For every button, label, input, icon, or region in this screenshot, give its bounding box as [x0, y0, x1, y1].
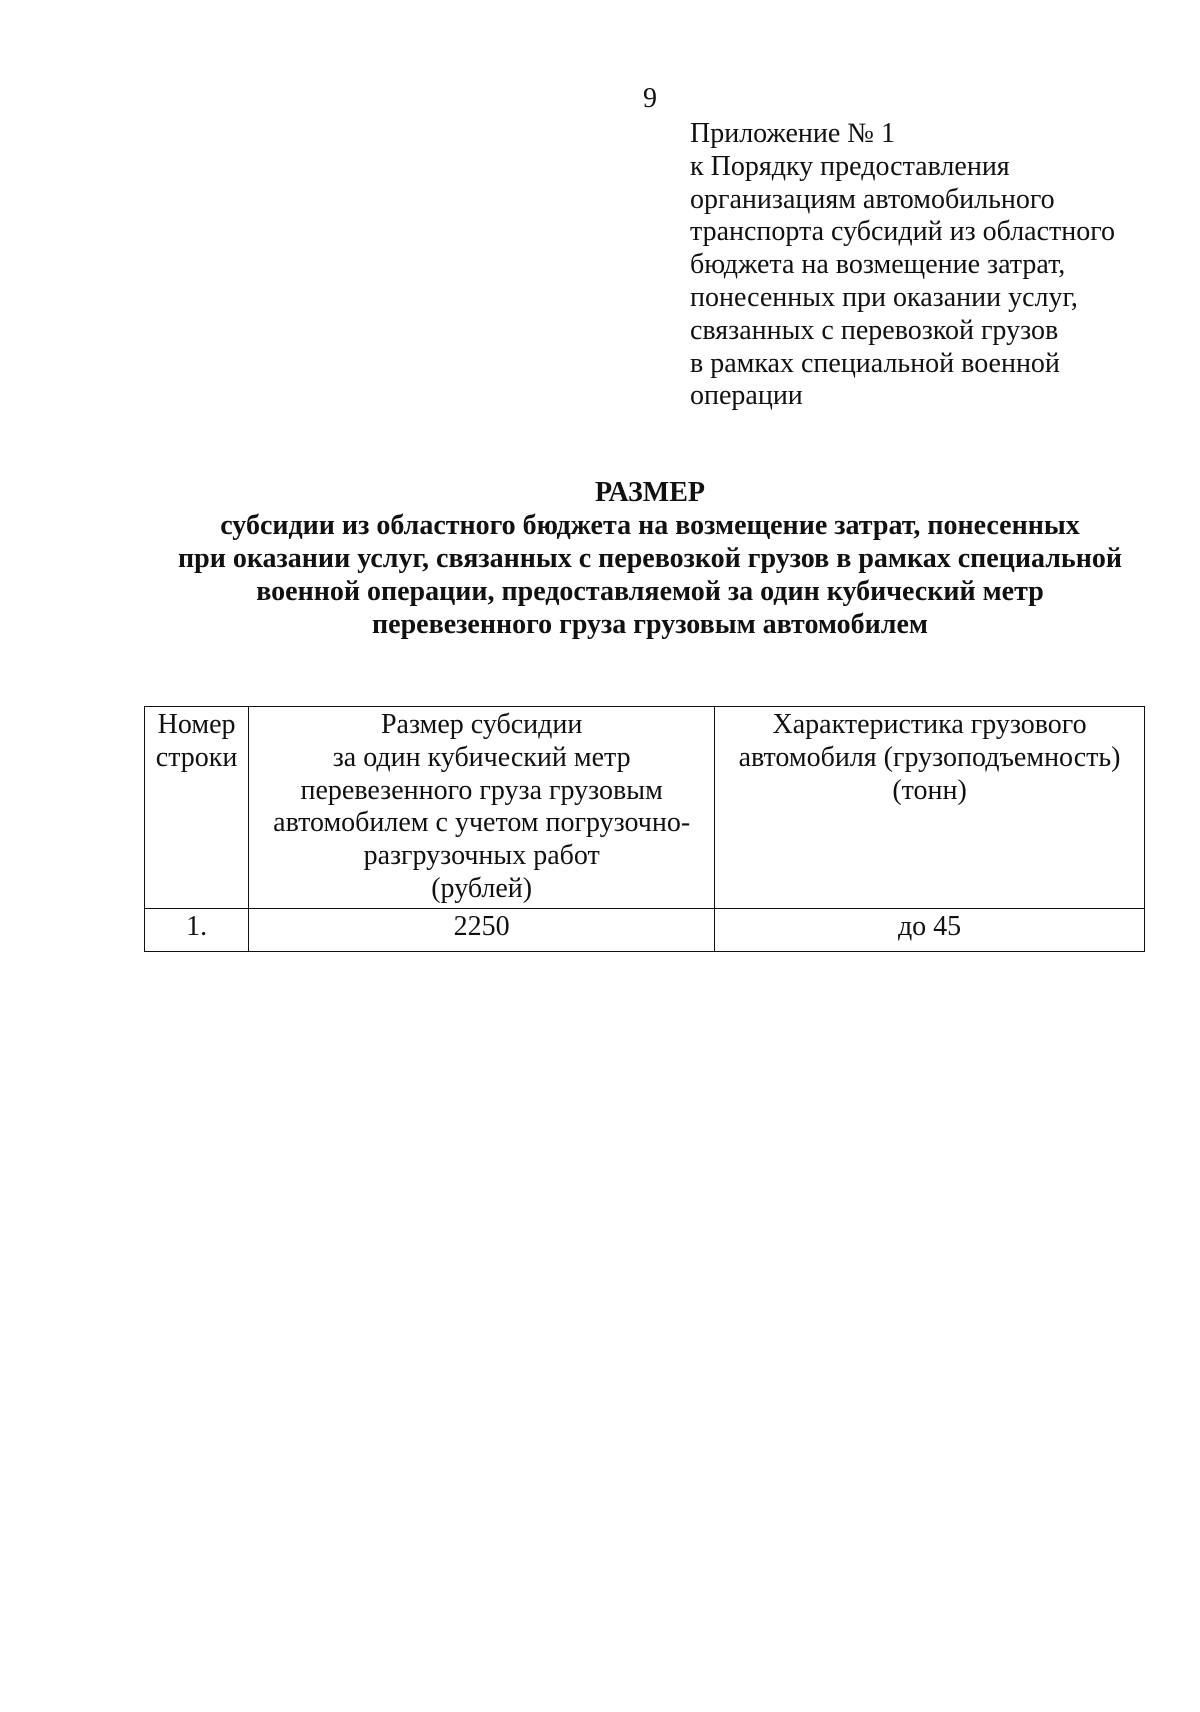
cell-truck-characteristic: до 45	[715, 908, 1145, 951]
header-subsidy-amount	[249, 707, 715, 909]
appendix-line: операции	[690, 380, 803, 412]
appendix-line: понесенных при оказании услуг,	[690, 281, 1078, 313]
appendix-header	[690, 118, 1160, 413]
header-line: перевезенного груза грузовым	[300, 774, 663, 806]
cell-row-number: 1.	[145, 908, 249, 951]
header-line: разгрузочных работ	[363, 840, 600, 872]
header-line: Номер	[157, 709, 236, 740]
header-line: за один кубический метр	[332, 741, 631, 773]
header-line: автомобиля (грузоподъемность)	[738, 741, 1121, 773]
title-subtitle-line: при оказании услуг, связанных с перевозкой грузов в рамках специальной	[178, 543, 1122, 574]
appendix-line: Приложение № 1	[690, 118, 895, 149]
document-title	[100, 476, 1200, 641]
appendix-line: к Порядку предоставления	[690, 150, 1010, 182]
header-line: автомобилем с учетом погрузочно-	[273, 807, 691, 839]
appendix-line: бюджета на возмещение затрат,	[690, 249, 1066, 281]
table-header-row	[145, 707, 1145, 909]
appendix-line: транспорта субсидий из областного	[690, 216, 1116, 248]
header-line: (тонн)	[892, 774, 967, 806]
title-main: РАЗМЕР	[594, 477, 706, 508]
page-number: 9	[643, 83, 657, 114]
title-subtitle-line: военной операции, предоставляемой за один кубический метр	[256, 576, 1044, 607]
appendix-line: связанных с перевозкой грузов	[690, 314, 1059, 346]
title-subtitle-line: перевезенного груза грузовым автомобилем	[372, 609, 928, 640]
table-row	[145, 908, 1145, 951]
header-line: Размер субсидии	[380, 709, 583, 740]
header-line: Характеристика грузового	[772, 709, 1087, 740]
cell-subsidy-amount: 2250	[249, 908, 715, 951]
appendix-line: организациям автомобильного	[690, 183, 1055, 215]
header-line: (рублей)	[431, 872, 533, 904]
title-subtitle-line: субсидии из областного бюджета на возмещение затрат, понесенных	[220, 510, 1080, 541]
subsidy-table	[144, 706, 1145, 952]
appendix-line: в рамках специальной военной	[690, 347, 1060, 379]
header-line: строки	[155, 741, 238, 773]
header-truck-characteristic	[715, 707, 1145, 909]
header-row-number	[145, 707, 249, 909]
